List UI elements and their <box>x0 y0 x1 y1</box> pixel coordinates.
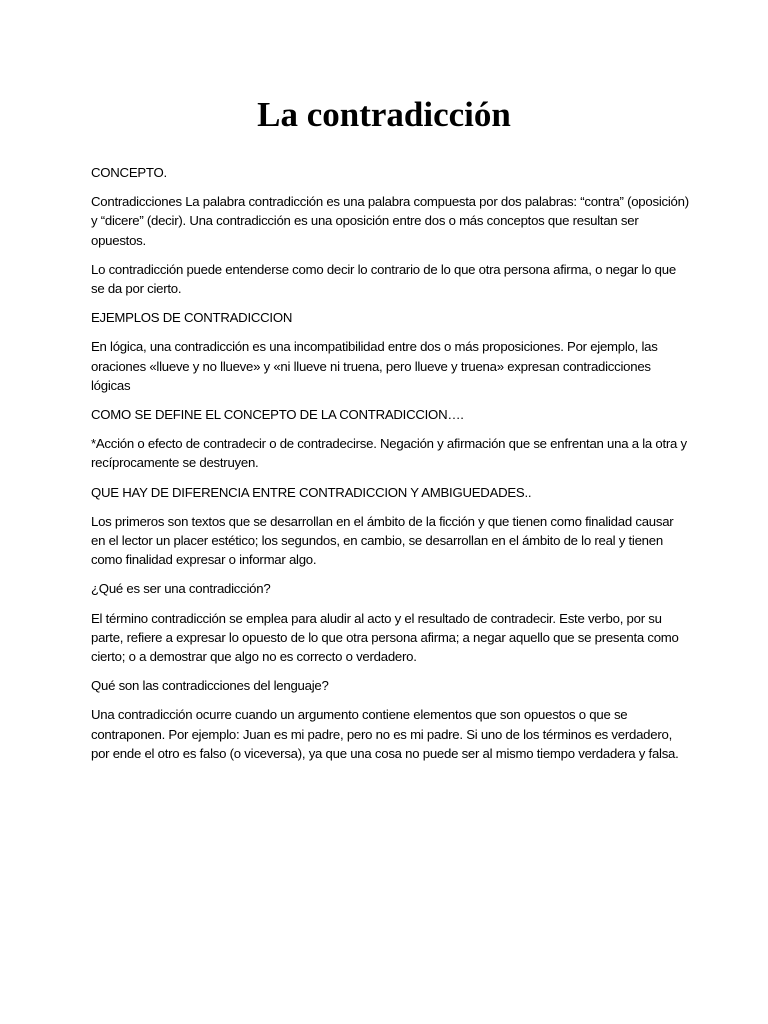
heading-what-is: ¿Qué es ser una contradicción? <box>91 581 271 597</box>
document-title: La contradicción <box>257 95 511 134</box>
document-body <box>91 163 691 773</box>
heading-difference: QUE HAY DE DIFERENCIA ENTRE CONTRADICCION Y AMBIGUEDADES.. <box>91 484 532 500</box>
heading-examples: EJEMPLOS DE CONTRADICCION <box>91 310 293 326</box>
paragraph-argument: Una contradicción ocurre cuando un argumento contiene elementos que son opuestos o que se contraponen. Por ejemplo: Juan es mi padre, pero no es mi padre. Si uno de los términos es verdadero, por ende el otro es falso (o viceversa), ya que una cosa no puede ser al mismo tiempo verdadera y falsa. <box>91 707 679 761</box>
heading-concepto: CONCEPTO. <box>91 165 167 180</box>
heading-language: Qué son las contradicciones del lenguaje? <box>91 678 329 694</box>
paragraph-logic: En lógica, una contradicción es una incompatibilidad entre dos o más proposiciones. Por ejemplo, las oraciones «llueve y no llueve» y «ni llueve ni truena, pero llueve y truena» expresan contradicciones lógicas <box>91 339 658 393</box>
paragraph-definition: Contradicciones La palabra contradicción es una palabra compuesta por dos palabras: “contra” (oposición) y “dicere” (decir). Una contradicción es una oposición entre dos o más conceptos que resultan ser opuestos. <box>91 194 689 248</box>
paragraph-fiction: Los primeros son textos que se desarrollan en el ámbito de la ficción y que tienen como finalidad causar en el lector un placer estético; los segundos, en cambio, se desarrollan en el ámbito de lo real y tienen como finalidad expresar o informar algo. <box>91 513 674 568</box>
heading-define-concept: COMO SE DEFINE EL CONCEPTO DE LA CONTRADICCION…. <box>91 407 464 423</box>
paragraph-term: El término contradicción se emplea para aludir al acto y el resultado de contradecir. Este verbo, por su parte, refiere a expresar lo opuesto de lo que otra persona afirma; a negar aquello que se presenta como cierto; o a demostrar que algo no es correcto o verdadero. <box>91 610 679 665</box>
paragraph-action: *Acción o efecto de contradecir o de contradecirse. Negación y afirmación que se enfrentan una a la otra y recíprocamente se destruyen. <box>91 436 687 471</box>
paragraph-meaning: Lo contradicción puede entenderse como decir lo contrario de lo que otra persona afirma, o negar lo que se da por cierto. <box>91 261 676 297</box>
